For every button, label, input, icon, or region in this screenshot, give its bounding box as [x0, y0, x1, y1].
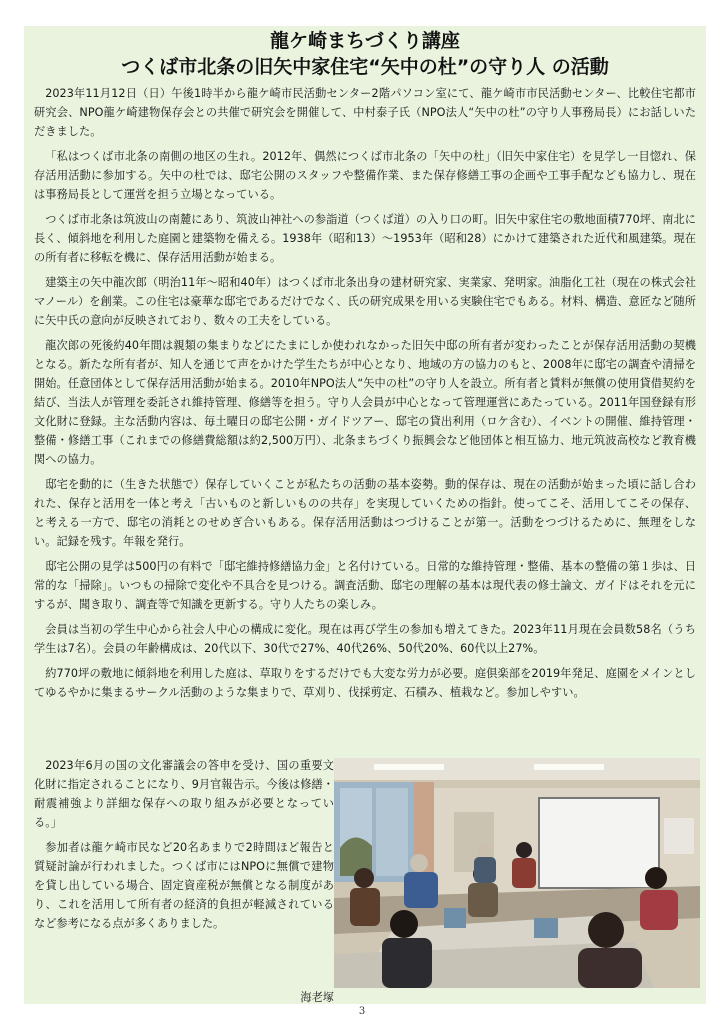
- paragraph: 邸宅を動的に（生きた状態で）保存していくことが私たちの活動の基本姿勢。動的保存は、現在の活動が始まった頃に話し合われた、保存と活用を一体と考え「古いものと新しいものの共存」を実現していくための指針。使ってこそ、活用してこその保存、と考える一方で、邸宅の消耗とのせめぎ合いもある。保存活用活動はつづけることが第一。活動をつづけるために、無理をしない。記録を残す。年報を発行。: [34, 478, 696, 548]
- paragraph: 参加者は龍ケ崎市民など20名あまりで2時間ほど報告と質疑討論が行われました。つくば市にはNPOに無償で建物を貸し出している場合、固定資産税が無償となる制度があり、これを活用して所有者の経済的負担が軽減されているなど参考になる点が多くありました。: [34, 841, 334, 930]
- article-body: [34, 84, 696, 708]
- paragraph: 「私はつくば市北条の南側の地区の生れ。2012年、偶然につくば市北条の「矢中の杜」（旧矢中家住宅）を見学し一目惚れ、保存活用活動に参加する。矢中の杜では、邸宅公開のスタッフや整備作業、また保存修繕工事の企画や工事手配なども協力し、現在は事務局長として運営を担う立場となっている。: [34, 150, 696, 201]
- seminar-room-image: [334, 758, 700, 988]
- paragraph: 2023年11月12日（日）午後1時半から龍ケ崎市民活動センター2階パソコン室にて、龍ケ崎市市民活動センター、比較住宅都市研究会、NPO龍ケ崎建物保存会との共催で研究会を開催して、中村泰子氏（NPO法人“矢中の杜”の守り人事務局長）にお話しいただきました。: [34, 87, 696, 138]
- paragraph: 龍次郎の死後約40年間は親類の集まりなどにたまにしか使われなかった旧矢中邸の所有者が変わったことが保存活用活動の契機となる。新たな所有者が、知人を通じて声をかけた学生たちが中心となり、地域の方の協力のもと、2008年に邸宅の調査や清掃を開始。任意団体として保存活用活動が始まる。2010年NPO法人“矢中の杜”の守り人を設立。所有者と賃料が無償の使用貸借契約を結び、当法人が管理を委託され維持管理、修繕等を担う。守り人会員が中心となって管理運営にあたっている。2011年国登録有形文化財に登録。主な活動内容は、毎土曜日の邸宅公開・ガイドツアー、邸宅の貸出利用（ロケ含む）、イベントの開催、維持管理・整備・修繕工事（これまでの修繕費総額は約2,500万円）、北条まちづくり振興会など他団体と相互協力、地元筑波高校など教育機関への協力。: [34, 339, 696, 466]
- paragraph: 会員は当初の学生中心から社会人中心の構成に変化。現在は再び学生の参加も増えてきた。2023年11月現在会員数58名（うち学生は7名）。会員の年齢構成は、20代以下、30代で27%、40代26%、50代20%、60代以上27%。: [34, 623, 696, 655]
- paragraph: つくば市北条は筑波山の南麓にあり、筑波山神社への参詣道（つくば道）の入り口の町。旧矢中家住宅の敷地面積770坪、南北に長く、傾斜地を利用した庭園と建築物を備える。1938年（昭和13）〜1953年（昭和28）にかけて建築された近代和風建築。現在の所有者に移転を機に、保存活用活動が始まる。: [34, 213, 696, 264]
- article-subtitle: つくば市北条の旧矢中家住宅“矢中の杜”の守り人 の活動: [121, 56, 609, 78]
- paragraph: 建築主の矢中龍次郎（明治11年〜昭和40年）はつくば市北条出身の建材研究家、実業家、発明家。油脂化工社（現在の株式会社マノール）を創業。この住宅は豪華な邸宅であるだけでなく、氏の研究成果を用いる実験住宅でもある。材料、構造、意匠など随所に矢中氏の意向が反映されており、数々の工夫をしている。: [34, 276, 696, 327]
- seminar-photo: [334, 758, 700, 988]
- article-body-lower: [34, 756, 334, 939]
- author-name: 海老塚: [300, 991, 334, 1004]
- paragraph: 2023年6月の国の文化審議会の答申を受け、国の重要文化財に指定されることになり、9月官報告示。今後は修繕・耐震補強より詳細な保存への取り組みが必要となっている。」: [34, 759, 334, 829]
- page-number: 3: [358, 1006, 366, 1017]
- paragraph: 邸宅公開の見学は500円の有料で「邸宅維持修繕協力金」と名付けている。日常的な維持管理・整備、基本の整備の第１歩は、日常的な「掃除」。いつもの掃除で変化や不具合を見つける。調査活動、邸宅の理解の基本は現代表の修士論文、ガイドはそれを元にするが、聞き取り、調査等で知識を更新する。守り人たちの楽しみ。: [34, 560, 696, 611]
- paragraph: 約770坪の敷地に傾斜地を利用した庭は、草取りをするだけでも大変な労力が必要。庭倶楽部を2019年発足、庭園をメインとしてゆるやかに集まるサークル活動のような集まりで、草刈り、伐採剪定、石積み、植栽など。参加しやすい。: [34, 667, 696, 699]
- article-title: 龍ケ崎まちづくり講座: [270, 30, 460, 52]
